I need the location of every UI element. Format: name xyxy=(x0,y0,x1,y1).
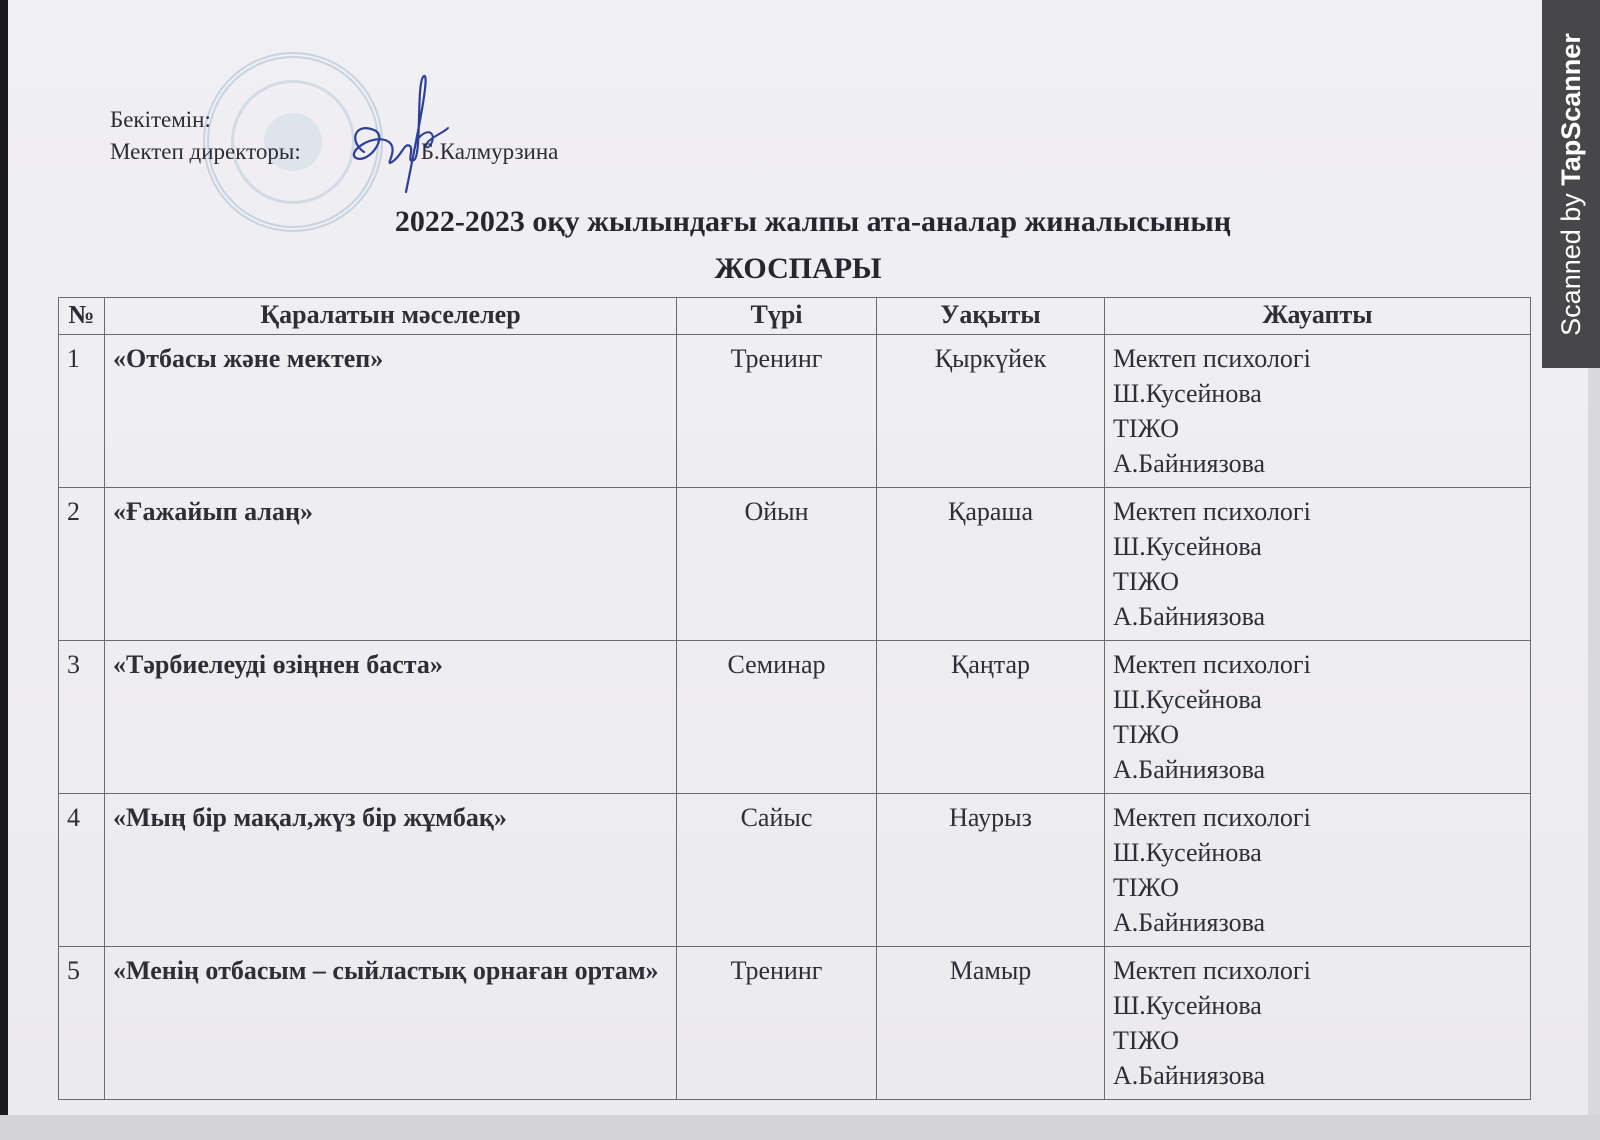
header-type: Түрі xyxy=(677,298,877,335)
responsible-line: ТІЖО xyxy=(1113,720,1179,749)
responsible-line: Ш.Кусейнова xyxy=(1113,532,1262,561)
responsible-line: ТІЖО xyxy=(1113,873,1179,902)
responsible-line: А.Байниязова xyxy=(1113,449,1266,478)
watermark-text xyxy=(1556,33,1587,336)
header-time: Уақыты xyxy=(877,298,1105,335)
tapscanner-watermark xyxy=(1542,0,1600,368)
row-responsible xyxy=(1105,335,1531,488)
responsible-line: Ш.Кусейнова xyxy=(1113,685,1262,714)
responsible-line: ТІЖО xyxy=(1113,414,1179,443)
row-issue: «Тәрбиелеуді өзіңнен баста» xyxy=(105,641,677,794)
responsible-line: Мектеп психологі xyxy=(1113,803,1311,832)
row-type: Тренинг xyxy=(677,947,877,1100)
table-row xyxy=(59,641,1531,794)
row-number: 1 xyxy=(59,335,105,488)
header-number: № xyxy=(59,298,105,335)
responsible-line: А.Байниязова xyxy=(1113,602,1266,631)
row-type: Сайыс xyxy=(677,794,877,947)
plan-table xyxy=(58,297,1531,1100)
header-responsible: Жауапты xyxy=(1105,298,1531,335)
row-number: 5 xyxy=(59,947,105,1100)
row-responsible xyxy=(1105,947,1531,1100)
row-type: Ойын xyxy=(677,488,877,641)
watermark-prefix: Scanned by xyxy=(1555,185,1586,336)
row-issue: «Отбасы және мектеп» xyxy=(105,335,677,488)
row-type: Тренинг xyxy=(677,335,877,488)
responsible-line: А.Байниязова xyxy=(1113,908,1266,937)
document-page xyxy=(8,0,1588,1115)
row-time: Қараша xyxy=(877,488,1105,641)
responsible-line: А.Байниязова xyxy=(1113,1061,1266,1090)
responsible-line: Мектеп психологі xyxy=(1113,650,1311,679)
table-row xyxy=(59,947,1531,1100)
responsible-line: Мектеп психологі xyxy=(1113,956,1311,985)
table-row xyxy=(59,335,1531,488)
responsible-line: Ш.Кусейнова xyxy=(1113,379,1262,408)
table-row xyxy=(59,794,1531,947)
responsible-line: Ш.Кусейнова xyxy=(1113,838,1262,867)
table-row xyxy=(59,488,1531,641)
row-time: Мамыр xyxy=(877,947,1105,1100)
row-time: Қыркүйек xyxy=(877,335,1105,488)
header-issues: Қаралатын мәселелер xyxy=(105,298,677,335)
row-issue: «Ғажайып алаң» xyxy=(105,488,677,641)
responsible-line: Мектеп психологі xyxy=(1113,497,1311,526)
row-type: Семинар xyxy=(677,641,877,794)
row-time: Наурыз xyxy=(877,794,1105,947)
row-responsible xyxy=(1105,488,1531,641)
row-number: 3 xyxy=(59,641,105,794)
responsible-line: Мектеп психологі xyxy=(1113,344,1311,373)
document-title: 2022-2023 оқу жылындағы жалпы ата-аналар жиналысының xyxy=(394,205,1232,238)
scan-edge-shadow xyxy=(0,0,8,1140)
scan-bottom-edge xyxy=(0,1115,1600,1140)
row-time: Қаңтар xyxy=(877,641,1105,794)
document-subtitle: ЖОСПАРЫ xyxy=(714,252,882,285)
watermark-brand: TapScanner xyxy=(1555,32,1586,186)
approval-label: Бекітемін: xyxy=(110,107,211,132)
responsible-line: ТІЖО xyxy=(1113,567,1179,596)
table-header-row xyxy=(59,298,1531,335)
responsible-line: ТІЖО xyxy=(1113,1026,1179,1055)
row-issue: «Мың бір мақал,жүз бір жұмбақ» xyxy=(105,794,677,947)
row-number: 2 xyxy=(59,488,105,641)
director-label: Мектеп директоры: xyxy=(110,139,301,164)
row-responsible xyxy=(1105,794,1531,947)
approval-block xyxy=(110,104,558,168)
responsible-line: Ш.Кусейнова xyxy=(1113,991,1262,1020)
row-responsible xyxy=(1105,641,1531,794)
row-issue: «Менің отбасым – сыйластық орнаған ортам» xyxy=(105,947,677,1100)
director-name: Б.Калмурзина xyxy=(420,139,559,164)
row-number: 4 xyxy=(59,794,105,947)
responsible-line: А.Байниязова xyxy=(1113,755,1266,784)
